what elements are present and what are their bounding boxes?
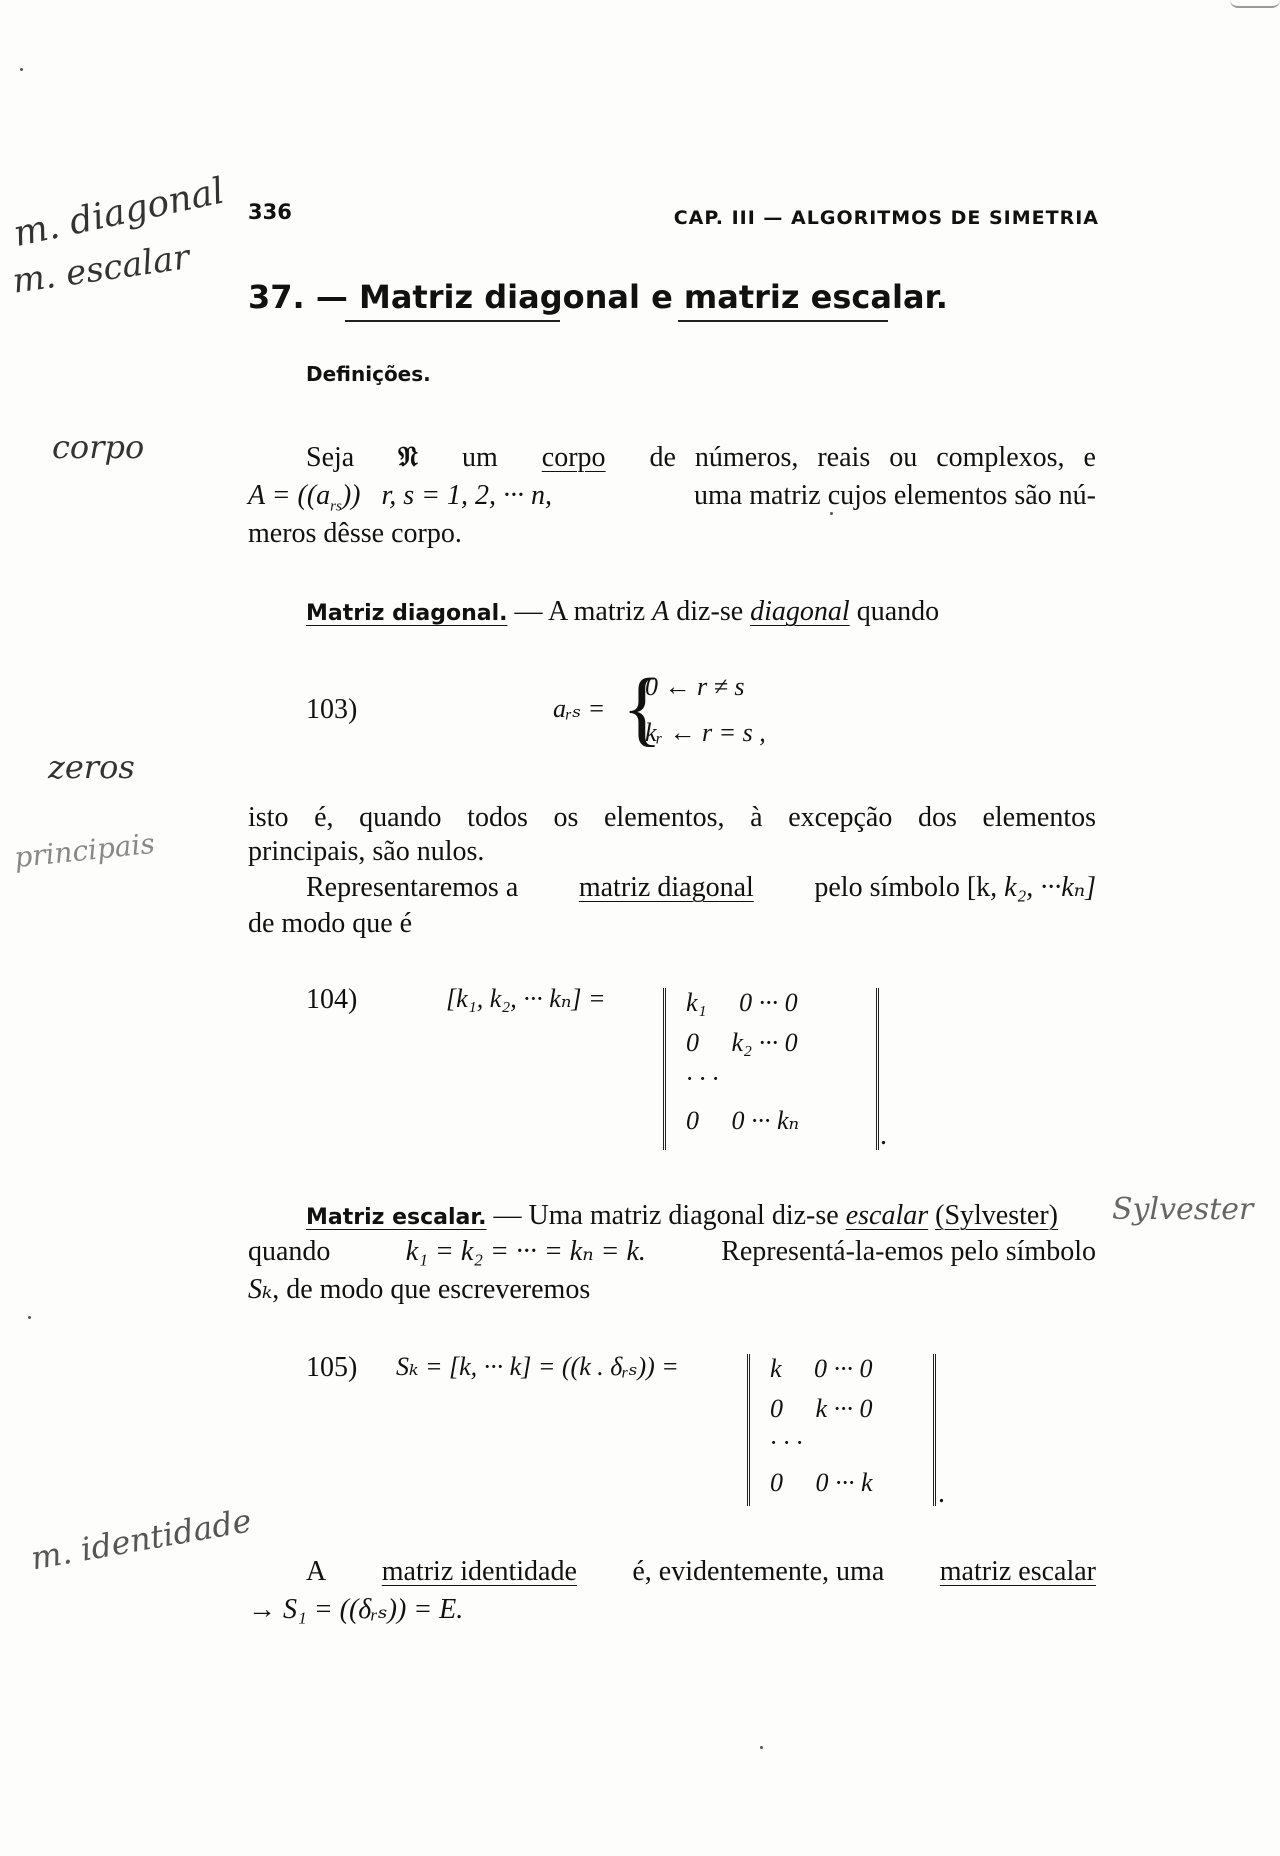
scan-speck (20, 68, 23, 71)
eq105-lhs: Sₖ = [k, ··· k] = ((k . δᵣₛ)) = (396, 1352, 679, 1381)
ident-line-1 (306, 1554, 1096, 1590)
margin-note-corpo: corpo (52, 428, 145, 466)
esc-condition: k₁ = k₂ = ··· = kₙ = k. (405, 1236, 646, 1267)
term-matriz-diagonal: matriz diagonal (578, 872, 754, 903)
esc-line-2 (248, 1234, 1096, 1270)
eq105-row-4: 0 0 ··· k (770, 1468, 873, 1497)
scan-speck (830, 512, 833, 515)
esc-repr-text: Representá-la-emos pelo símbolo (721, 1236, 1096, 1267)
intro-seja: Seja (306, 442, 355, 473)
esc-line-1 (306, 1198, 1058, 1236)
matrix-def-tail: )) r, s = 1, 2, ··· n, (341, 480, 553, 511)
repr-text-2 (814, 870, 1096, 906)
esc-symbol: Sₖ (248, 1274, 273, 1305)
eq104-row-1: k₁ 0 ··· 0 (686, 988, 798, 1017)
isto-line-2: principais, são nulos. (248, 836, 485, 867)
esc-text-1: — Uma matriz diagonal diz-se (493, 1200, 839, 1231)
eq104-row-3: · · · (686, 1064, 719, 1093)
esc-quando: quando (248, 1236, 331, 1267)
eq103-brace: { (622, 662, 663, 755)
margin-note-principais: principais (12, 826, 157, 875)
esc-label: Matriz escalar. (306, 1205, 487, 1230)
repr-symbol-head: pelo símbolo [k (814, 872, 991, 903)
diag-text-1: — A matriz (514, 596, 646, 627)
diag-matrix-A: A (652, 596, 670, 627)
eq104-row-2: 0 k₂ ··· 0 (686, 1028, 798, 1057)
esc-line-3 (248, 1272, 590, 1308)
eq104-lhs: [k₁, k₂, ··· kₙ] = (446, 984, 606, 1013)
term-corpo: corpo (541, 442, 606, 473)
term-escalar: escalar (845, 1200, 929, 1231)
section-subtitle: Definições. (306, 362, 431, 386)
title-underline-2 (678, 320, 888, 322)
scan-speck (760, 1746, 763, 1749)
eq103-number: 103) (306, 694, 358, 725)
intro-rest: de números, reais ou complexos, e (649, 442, 1096, 473)
margin-note-diagonal: m. diagonal (10, 170, 228, 256)
diag-text-3: quando (856, 596, 940, 627)
isto-line-1: isto é, quando todos os elementos, à excepção dos elementos (248, 802, 1096, 833)
term-matriz-escalar: matriz escalar (939, 1556, 1096, 1587)
title-underline-1 (345, 320, 560, 322)
eq105-matrix (747, 1354, 936, 1506)
intro-line-2-text: uma matriz cujos elementos são nú- (694, 480, 1096, 511)
ident-A: A (306, 1556, 327, 1587)
term-sylvester: (Sylvester) (935, 1200, 1058, 1231)
eq104-end: . (880, 1120, 887, 1151)
diag-definition-line (306, 594, 939, 632)
term-diagonal: diagonal (750, 596, 850, 627)
intro-line-3: meros dêsse corpo. (248, 518, 462, 549)
repr-symbol-tail: , k₂, ···kₙ] (990, 872, 1096, 903)
scan-speck (28, 1316, 31, 1319)
eq103-lhs: aᵣₛ = (553, 694, 606, 723)
margin-note-zeros: zeros (48, 748, 135, 786)
margin-note-sylvester: Sylvester (1112, 1192, 1254, 1227)
intro-um: um (462, 442, 498, 473)
eq105-row-2: 0 k ··· 0 (770, 1394, 873, 1423)
matrix-def-head: A = ((a (248, 480, 331, 511)
margin-note-escalar: m. escalar (10, 237, 192, 302)
eq105-end: . (938, 1478, 945, 1509)
eq105-number: 105) (306, 1352, 358, 1383)
esc-line-3-text: , de modo que escreveremos (272, 1274, 591, 1305)
field-symbol: 𝔑 (398, 442, 419, 473)
eq105-row-1: k 0 ··· 0 (770, 1354, 873, 1383)
ident-text: é, evidentemente, uma (632, 1556, 885, 1587)
section-title: 37. — Matriz diagonal e matriz escalar. (248, 278, 948, 316)
eq103-case-2: kᵣ ← r = s , (645, 718, 766, 747)
eq103-case-1: 0 ← r ≠ s (645, 672, 745, 701)
eq105-row-3: · · · (770, 1428, 803, 1457)
eq104-matrix (663, 988, 879, 1150)
ident-line-2: → S₁ = ((δᵣₛ)) = E. (248, 1594, 464, 1625)
page-number: 336 (248, 200, 292, 224)
eq104-row-4: 0 0 ··· kₙ (686, 1106, 800, 1135)
repr-line-2: de modo que é (248, 908, 413, 939)
diag-text-2: diz-se (676, 596, 744, 627)
running-title: CAP. III — ALGORITMOS DE SIMETRIA (673, 207, 1099, 229)
repr-text-1: Representaremos a (306, 872, 519, 903)
eq104-number: 104) (306, 984, 358, 1015)
margin-note-identidade: m. identidade (28, 1501, 255, 1578)
intro-line-1 (306, 440, 1096, 476)
scan-edge-mark (1230, 0, 1280, 8)
term-matriz-identidade: matriz identidade (381, 1556, 577, 1587)
repr-line-1 (306, 870, 1096, 906)
diag-label: Matriz diagonal. (306, 601, 508, 626)
matrix-def-sub: rs (330, 498, 342, 515)
